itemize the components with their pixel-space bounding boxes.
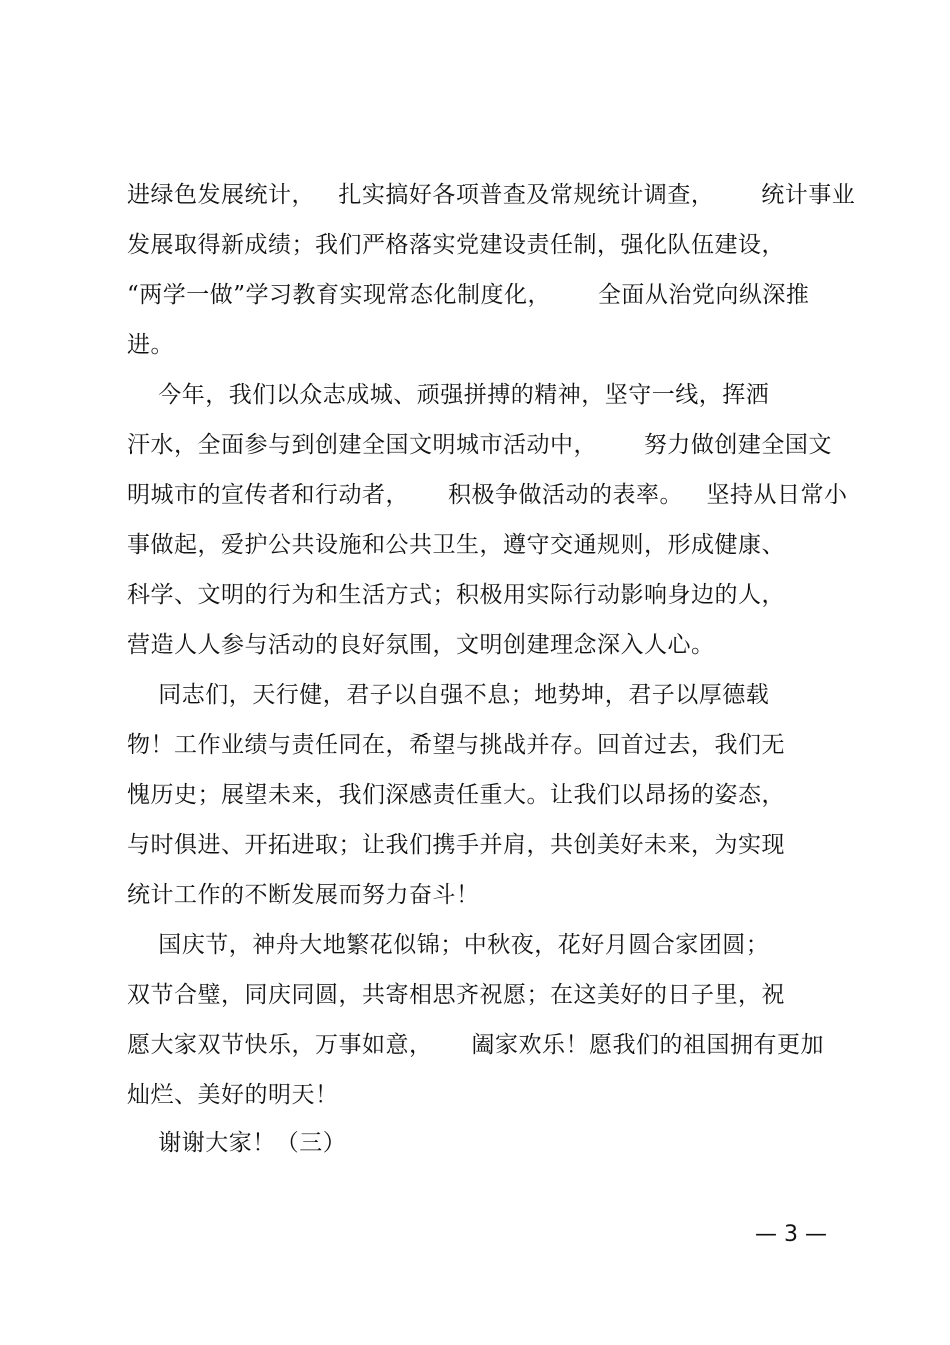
text-line: 明城市的宣传者和行动者， 积极争做活动的表率。 坚持从日常小 xyxy=(127,482,848,508)
text-line: 与时俱进、开拓进取；让我们携手并肩，共创美好未来，为实现 xyxy=(127,832,785,858)
text-line: 愿大家双节快乐，万事如意， 阖家欢乐！愿我们的祖国拥有更加 xyxy=(127,1032,825,1058)
text-line: 汗水，全面参与到创建全国文明城市活动中， 努力做创建全国文 xyxy=(127,432,832,458)
text-line: 科学、文明的行为和生活方式；积极用实际行动影响身边的人， xyxy=(127,582,785,608)
text-line: 物！工作业绩与责任同在，希望与挑战并存。回首过去，我们无 xyxy=(127,732,785,758)
text-line: 营造人人参与活动的良好氛围，文明创建理念深入人心。 xyxy=(127,632,715,658)
text-line: 双节合璧，同庆同圆，共寄相思齐祝愿；在这美好的日子里，祝 xyxy=(127,982,785,1008)
text-line: 进。 xyxy=(127,332,174,358)
text-line: 进绿色发展统计， 扎实搞好各项普查及常规统计调查， 统计事业 xyxy=(127,182,856,208)
text-line: 统计工作的不断发展而努力奋斗！ xyxy=(127,882,480,908)
text-line: 今年，我们以众志成城、顽强拼搏的精神，坚守一线，挥洒 xyxy=(127,382,770,408)
text-line: 谢谢大家！（三） xyxy=(127,1130,347,1156)
text-line: 事做起，爱护公共设施和公共卫生，遵守交通规则，形成健康、 xyxy=(127,532,785,558)
text-line: 灿烂、美好的明天！ xyxy=(127,1082,339,1108)
text-line: “两学一做”学习教育实现常态化制度化， 全面从治党向纵深推 xyxy=(127,282,810,308)
text-line: 同志们，天行健，君子以自强不息；地势坤，君子以厚德载 xyxy=(127,682,770,708)
page-number: — 3 — xyxy=(755,1222,827,1247)
text-line: 发展取得新成绩；我们严格落实党建设责任制，强化队伍建设， xyxy=(127,232,785,258)
text-line: 国庆节，神舟大地繁花似锦；中秋夜，花好月圆合家团圆； xyxy=(127,932,770,958)
text-line: 愧历史；展望未来，我们深感责任重大。让我们以昂扬的姿态， xyxy=(127,782,785,808)
